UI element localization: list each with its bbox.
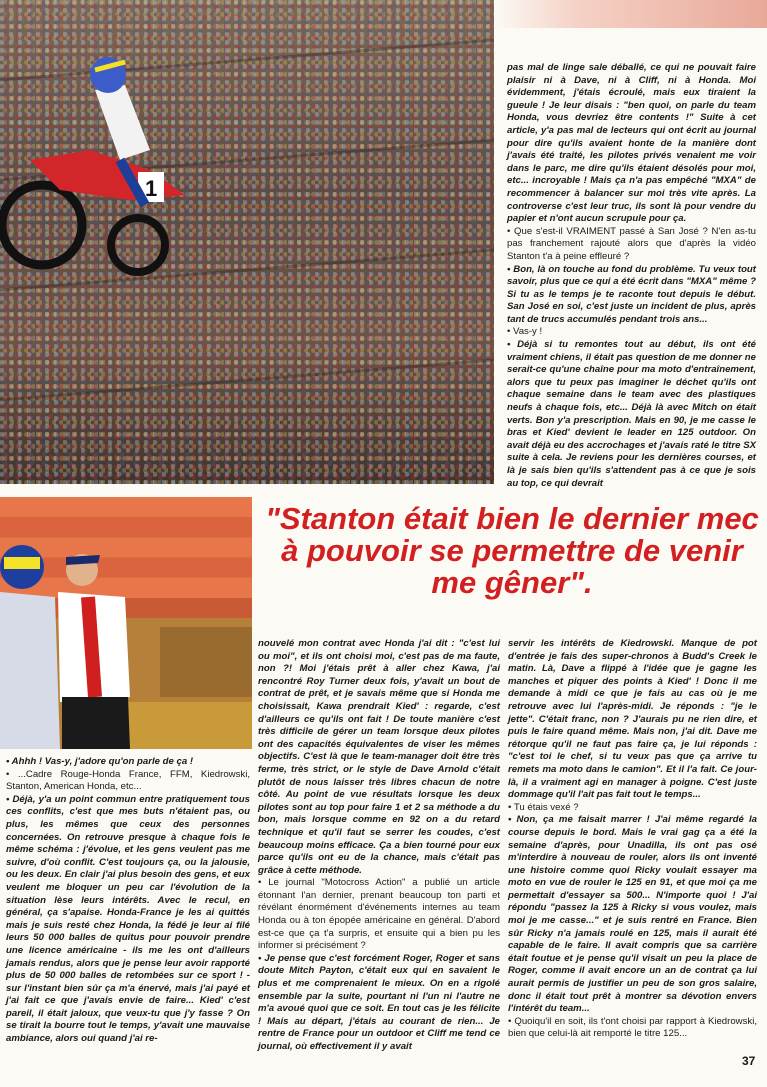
column-left — [6, 756, 250, 1046]
column-right — [508, 638, 757, 1041]
paddock-photo-art — [0, 497, 252, 749]
paragraph: • Non, ça me faisait marrer ! J'ai même regardé la course depuis le bord. Mais le vrai gag ça a été la semaine d'après, pour Unadilla, ils ont pas osé m'interdire à nouveau de rouler, alors ils ont inventé une histoire comme quoi Ricky voulait essayer ma moto en vue de rouler le 125 en 91, et que moi ça me permettait d'essayer sa 500... N'importe quoi ! J'ai répondu "passez la 125 à Ricky si vous voulez, mais moi je me casse..." et je suis rentré en France. Bien sûr Ricky n'a jamais roulé en 125, mais il aurait été capable de le faire. Il avait compris que sa carrière était foutue et je pense qu'il visait un peu la place de Roger, comme il avait encore un an de contrat ça lui aurait permis de justifier un peu de son gros salaire, donc il était tout prêt à montrer sa dévotion envers l'intérêt du team... — [508, 814, 757, 1015]
motocross-photo-art — [0, 0, 494, 484]
paragraph: • Déjà, y'a un point commun entre pratiquement tous ces conflits, c'est que mes buts n'étaient pas, ou plus, les mêmes que ceux des personnes concernées. On retrouve presque à chaque fois le même schéma : j'évolue, et les gens veulent pas me suivre, d'où conflit. C'est toujours ça, ou la jalousie, ou les deux. En clair j'ai plus besoin des gens, et eux veulent me bloquer un peu car l'évolution de la situation lèse leurs intérêts. Avec le recul, en général, ça s'apaise. Honda-France je les ai quittés mais je suis resté chez Honda, la fédé je leur ai filé leurs 50 000 balles de quitus pour pouvoir prendre une licence américaine - ils me les ont d'ailleurs jamais rendus, alors que je pense leur avoir rapporté plus de 50 000 balles de retombées sur ce sport ! - sur l'instant bien sûr ça m'a énervé, mais j'ai payé et j'ai fait ce que j'avais envie de faire... Kied' c'est pareil, il était jaloux, que veux-tu que j'y fasse ? On se tirait la bourre tout le temps, y'avait une mauvaise ambiance, alors oui quand j'ai re- — [6, 793, 250, 1045]
rider-staff-photo — [0, 497, 252, 749]
page-number: 37 — [742, 1054, 756, 1068]
column-top-right — [507, 62, 756, 490]
paragraph: • Que s'est-il VRAIMENT passé à San José ? N'en as-tu pas franchement rajouté alors que d'après la vidéo Stanton t'a à peine effleuré ? — [507, 225, 756, 262]
svg-text:1: 1 — [145, 176, 158, 201]
rider-jump-photo — [0, 0, 494, 484]
paragraph: nouvelé mon contrat avec Honda j'ai dit : "c'est lui ou moi", et ils ont choisi moi, c'est pas de ma faute, non ?! Moi j'étais prêt à aller chez Kawa, j'ai rencontré Roy Turner deux fois, y'avait un bout de contrat de prêt, et je savais même que si Honda me choisissait, Kawa prendrait Kied' : regarde, c'est d'ailleurs ce qu'ils ont fait ! De toute manière c'est très difficile de gérer un team lorsque deux pilotes ont des capacités équivalentes de viser les mêmes objectifs. C'est là que le team-manager doit être très ferme, très strict, or le style de Dave Arnold c'était plutôt de nous laisser très libres chacun de notre côté. Au point de vue résultats lorsque les deux pilotes sont au top pour faire 1 et 2 sa méthode a du bon, mais lorsque comme en 92 on a du retard technique et qu'il faut se serrer les coudes, c'est beaucoup moins efficace. Ça a bien tourné pour eux parce qu'ils ont eu de la chance, mais c'était pas grâce à cette méthode. — [258, 638, 500, 876]
paragraph: pas mal de linge sale déballé, ce qui ne pouvait faire plaisir ni à Dave, ni à Cliff, ni à Honda. Moi évidemment, j'étais écroulé, mais eux tiraient la gueule ! Je leur disais : "ben quoi, on parle du team Honda, vous devriez être contents !" Suite à cet article, y'a pas mal de lecteurs qui ont écrit au journal pour dire qu'ils avaient honte de la manière dont j'avais été traité, les pilotes privés venaient me voir dans le parc, me dire qu'ils étaient désolés pour moi, etc... incroyable ! Mais ça n'a pas empêché "MXA" de recommencer à balancer sur moi très vite après. La controverse c'est leur truc, ils sont là pour vendre du papier et n'ont aucun scrupule pour ça. — [507, 62, 756, 225]
paragraph: • Vas-y ! — [507, 326, 543, 338]
header-tab-decoration — [494, 0, 767, 28]
paragraph: • Bon, là on touche au fond du problème. Tu veux tout savoir, plus que ce qui a été écrit dans "MXA" même ? Si tu as le temps je te raconte tout depuis le début. San José en soi, c'est juste un incident de plus, après tant de trucs accumulés pendant trois ans... — [507, 263, 756, 325]
paragraph: • Tu étais vexé ? — [508, 801, 579, 813]
paragraph: • Ahhh ! Vas-y, j'adore qu'on parle de ça ! — [6, 756, 194, 767]
paragraph: • Je pense que c'est forcément Roger, Roger et sans doute Mitch Payton, c'était eux qui en savaient le plus et me comprenaient le mieux. On en a rigolé ensemble par la suite, pourtant ni l'un ni l'autre ne m'a avoué quoi que ce soit. En tout cas je les félicite ! Mais au départ, j'étais au courant de rien... Je rentre de France pour un outdoor et Cliff me tend ce journal, où effectivement il y avait — [258, 952, 500, 1052]
paragraph: servir les intérêts de Kiedrowski. Manque de pot d'entrée je fais des super-chronos à Budd's Creek le matin. Là, Dave a flippé à l'idée que je gagne les manches et piquer des points à Kied' ! Donc il me demande à midi ce que je fais au cas où je me retrouve avec lui l'après-midi. Je réponds : "je le jette". C'était franc, non ? J'aurais pu ne rien dire, et puis le faire quand même. Mais non, j'ai dit. Dave me rétorque qu'il ne faut pas faire ça, je lui réponds : "c'est toi le chef, si tu veux pas que ça arrive tu remets ma moto dans le camion". Et il l'a fait. Ce jour-là, il a vraiment agi en manager à poigne. C'est juste dommage qu'il l'ait pas fait tout le temps... — [508, 638, 757, 801]
paragraph: • Déjà si tu remontes tout au début, ils ont été vraiment chiens, il était pas question de me donner ne serait-ce qu'une chaîne pour ma moto d'entraînement, alors que tu peux pas imaginer le déchet qu'ils ont chaque semaine dans le team avec des plastiques neufs à chaque fois, etc... Déjà là avec Mitch on était verts. Bon y'a prescription. Mais en 90, je me casse le bras et Kied' devient le leader en 125 outdoor. On avait déjà eu des accrochages et j'avais raté le titre SX suite à cela. Je reviens pour les dernières courses, et là je sais bien qu'ils s'attendent pas à ce que je sois au top, ce qui devrait — [507, 339, 756, 489]
pull-quote: "Stanton était bien le dernier mec à pouvoir se permettre de venir me gêner". — [265, 501, 759, 600]
paragraph: • ...Cadre Rouge-Honda France, FFM, Kiedrowski, Stanton, American Honda, etc... — [6, 768, 250, 793]
column-middle — [258, 638, 500, 1054]
paragraph: • Quoiqu'il en soit, ils t'ont choisi par rapport à Kiedrowski, bien que celui-là ait remporté le titre 125... — [508, 1015, 757, 1040]
paragraph: • Le journal "Motocross Action" a publié un article étonnant l'an dernier, prenant beaucoup ton parti et révélant énormément d'événements internes au team Honda ou à ton épopée américaine en général. D'abord est-ce que ça t'a surpris, et ensuite qui a bien pu les informer si précisément ? — [258, 877, 500, 952]
